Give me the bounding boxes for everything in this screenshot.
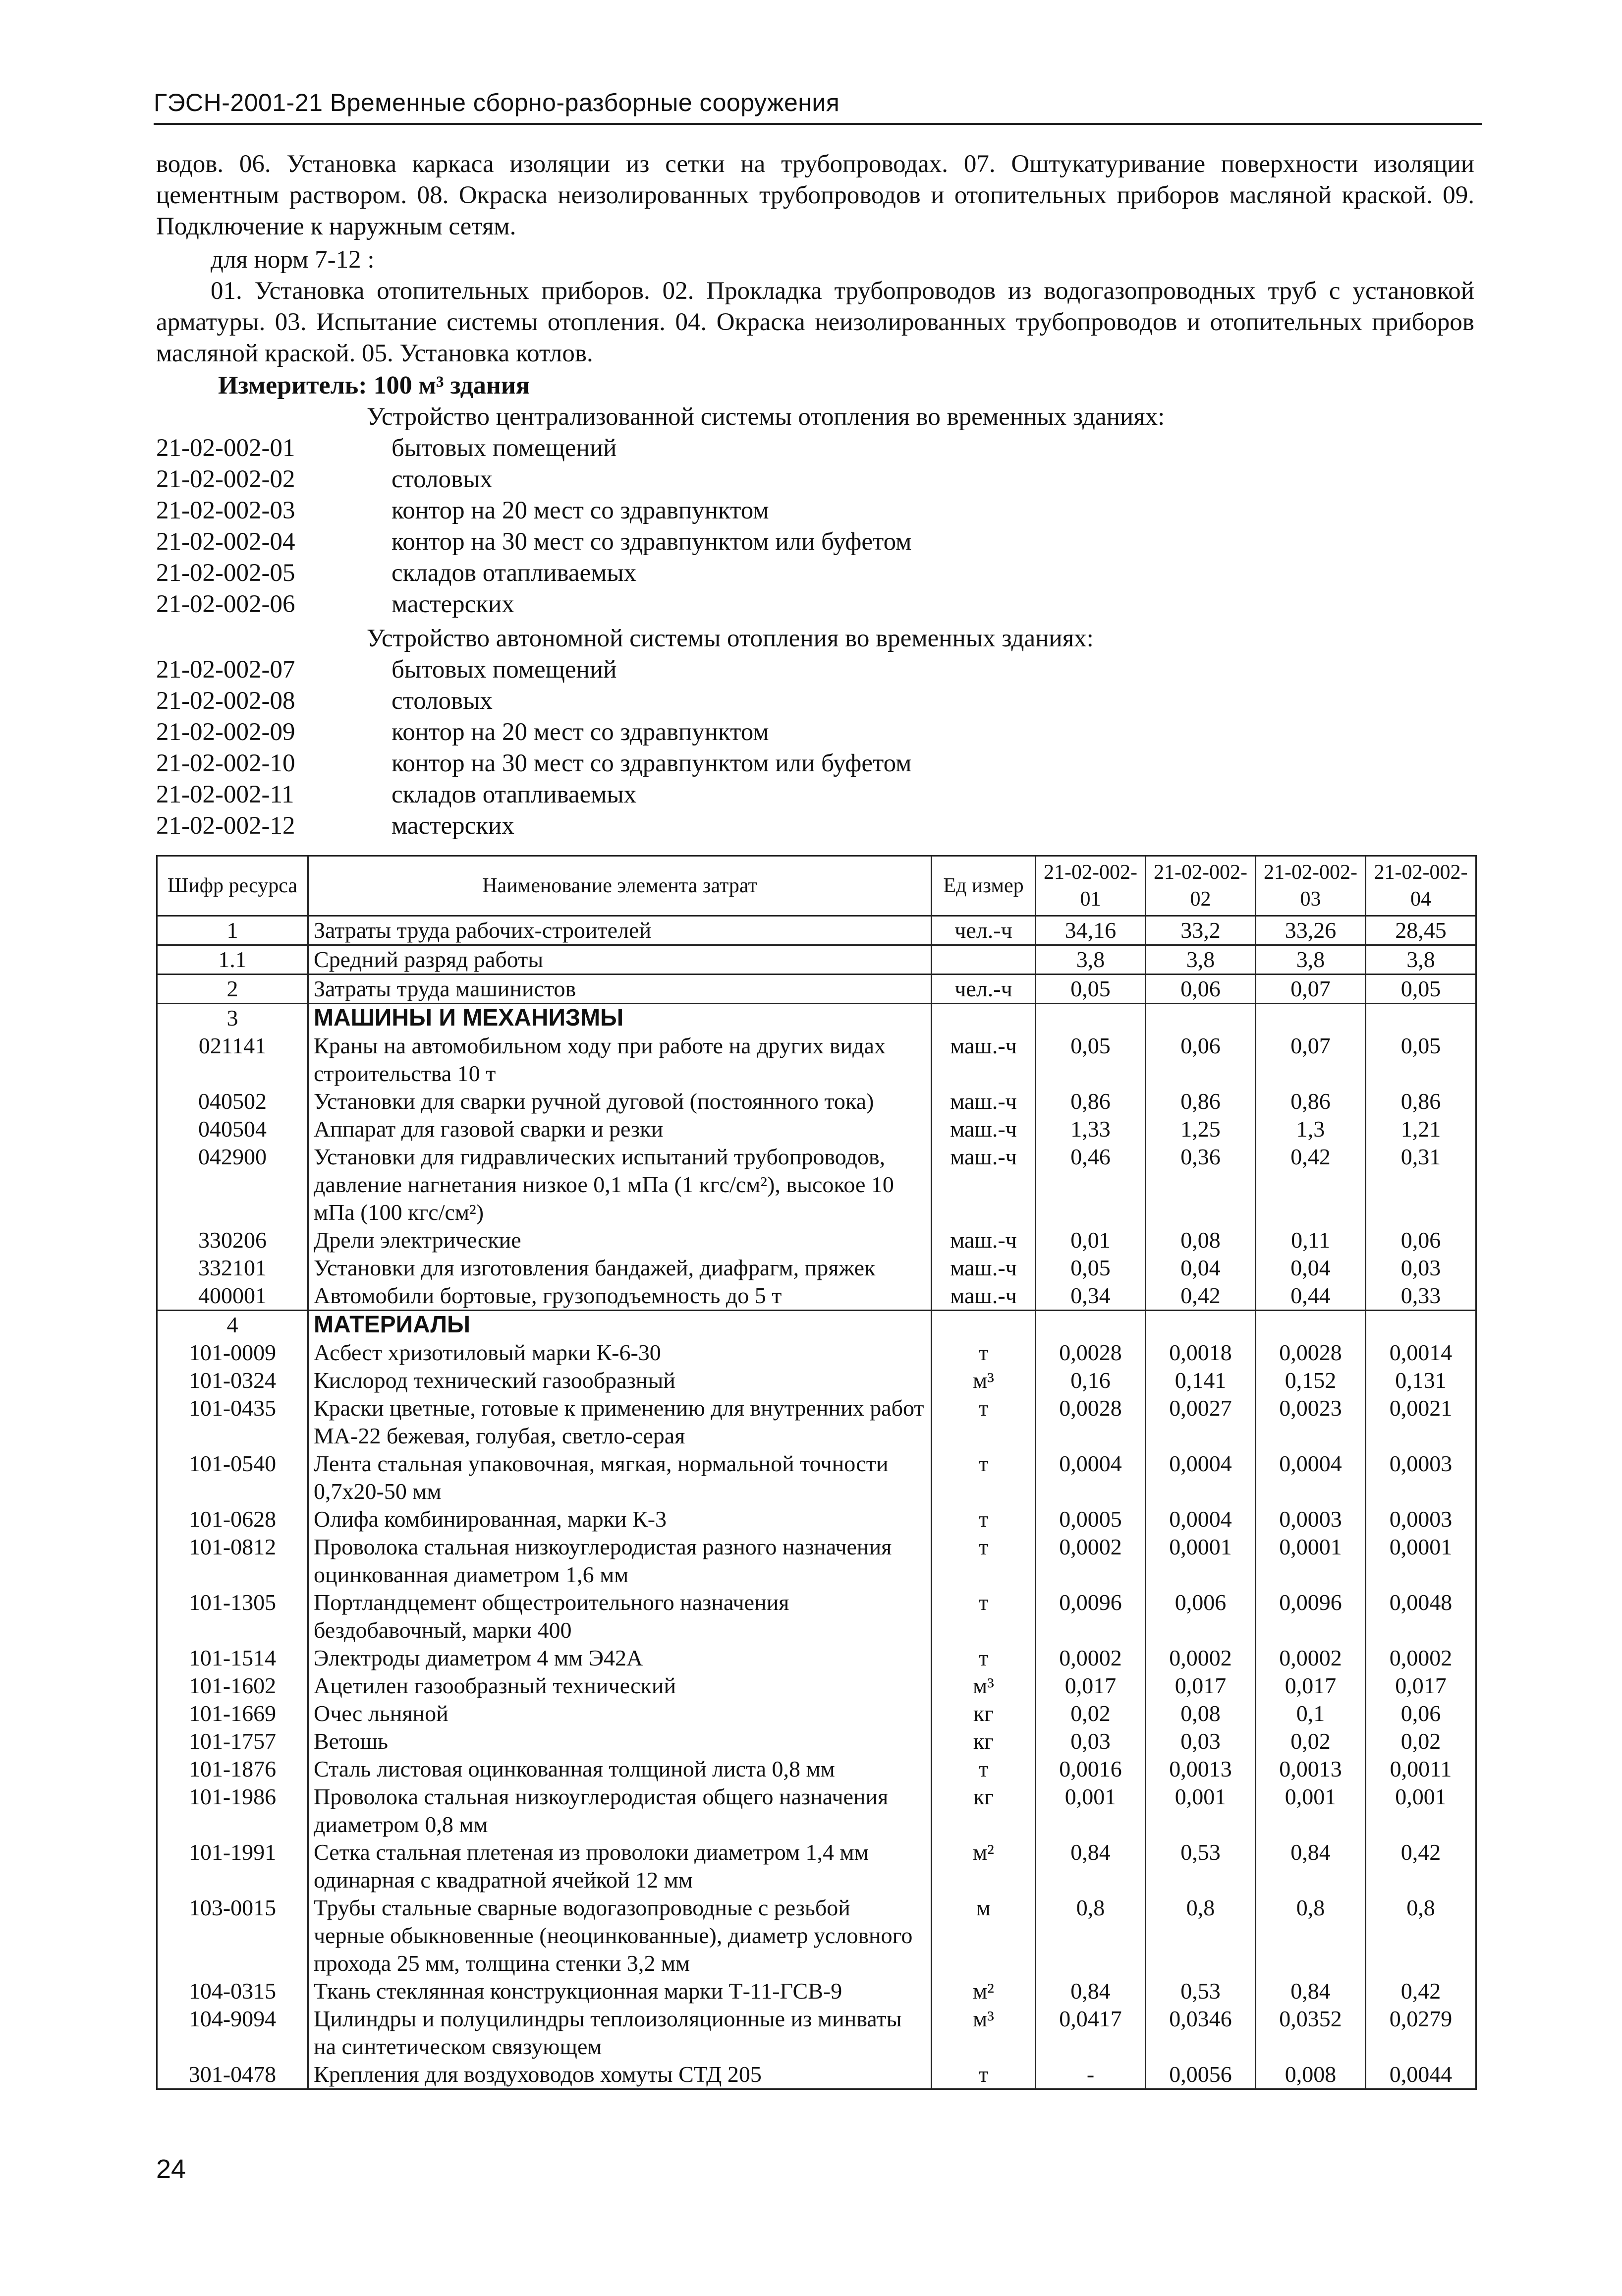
cell-code: 101-1986	[157, 1783, 308, 1838]
intro-paragraph-3: 01. Установка отопительных приборов. 02. Прокладка трубопроводов из водогазопроводных труб с установкой арматуры. 03. Испытание системы отопления. 04. Окраска неизолированных трубопроводов и отопительных приборов масляной краской. 05. Установка котлов.	[156, 277, 1474, 367]
cell-unit: маш.-ч	[932, 1088, 1036, 1115]
norm-code: 21-02-002-07	[156, 656, 295, 684]
cell-value: 0,07	[1256, 975, 1366, 1004]
header-col-02: 21-02-002-02	[1146, 856, 1256, 916]
cell-name: Проволока стальная низкоуглеродистая общего назначения диаметром 0,8 мм	[308, 1783, 932, 1838]
cell-value: 0,0013	[1256, 1755, 1366, 1783]
cell-code: 104-9094	[157, 2005, 308, 2061]
cell-value: 0,8	[1366, 1894, 1476, 1977]
cell-name: Проволока стальная низкоуглеродистая разного назначения оцинкованная диаметром 1,6 мм	[308, 1533, 932, 1589]
cell-value: 0,001	[1366, 1783, 1476, 1838]
cell-value: 0,0013	[1146, 1755, 1256, 1783]
cell-value: 0,0018	[1146, 1339, 1256, 1367]
cell-value: 0,8	[1036, 1894, 1146, 1977]
norm-item	[156, 527, 1445, 559]
cell-code: 301-0478	[157, 2061, 308, 2089]
cell-code: 021141	[157, 1032, 308, 1088]
cell-unit: маш.-ч	[932, 1143, 1036, 1226]
cell-value: 0,07	[1256, 1032, 1366, 1088]
cell-name: Ткань стеклянная конструкционная марки Т-11-ГСВ-9	[308, 1977, 932, 2005]
table-row	[157, 945, 1476, 975]
cell-code: 101-1757	[157, 1727, 308, 1755]
cell-value: 0,05	[1036, 1032, 1146, 1088]
norm-item	[156, 687, 1445, 718]
cell-name: Цилиндры и полуцилиндры теплоизоляционные из минваты на синтетическом связующем	[308, 2005, 932, 2061]
cell-unit: м³	[932, 1367, 1036, 1394]
cell-name: Сталь листовая оцинкованная толщиной листа 0,8 мм	[308, 1755, 932, 1783]
table-row	[157, 1282, 1476, 1311]
cell-value: 0,84	[1036, 1977, 1146, 2005]
table-row	[157, 1254, 1476, 1282]
norm-item	[156, 718, 1445, 749]
norm-item	[156, 749, 1445, 780]
cell-name: Электроды диаметром 4 мм Э42А	[308, 1644, 932, 1672]
table-row	[157, 2061, 1476, 2089]
cell-code: 104-0315	[157, 1977, 308, 2005]
cell-name: Кислород технический газообразный	[308, 1367, 932, 1394]
table-row	[157, 1977, 1476, 2005]
table-row	[157, 1755, 1476, 1783]
cell-value: 0,42	[1146, 1282, 1256, 1311]
table-row	[157, 1339, 1476, 1367]
cell-unit: маш.-ч	[932, 1032, 1036, 1088]
cell-code: 101-1514	[157, 1644, 308, 1672]
cell-name: Краски цветные, готовые к применению для внутренних работ МА-22 бежевая, голубая, светло-серая	[308, 1394, 932, 1450]
cell-unit: маш.-ч	[932, 1115, 1036, 1143]
table-row	[157, 1115, 1476, 1143]
cell-value: 0,0028	[1036, 1339, 1146, 1367]
cell-code: 101-0324	[157, 1367, 308, 1394]
header-unit: Ед измер	[932, 856, 1036, 916]
cell-name: Ветошь	[308, 1727, 932, 1755]
cell-value: 0,0003	[1366, 1450, 1476, 1505]
running-header: ГЭСН-2001-21 Временные сборно-разборные сооружения	[154, 88, 1482, 125]
table-row	[157, 1394, 1476, 1450]
cell-value	[1146, 1004, 1256, 1033]
cell-name: Краны на автомобильном ходу при работе на других видах строительства 10 т	[308, 1032, 932, 1088]
table-row	[157, 1032, 1476, 1088]
cell-value: 0,0003	[1256, 1505, 1366, 1533]
cell-code: 101-1602	[157, 1672, 308, 1700]
cell-value: 0,33	[1366, 1282, 1476, 1311]
norm-description: бытовых помещений	[392, 434, 617, 462]
cell-name: Ацетилен газообразный технический	[308, 1672, 932, 1700]
cell-unit	[932, 945, 1036, 975]
cell-name: Установки для гидравлических испытаний трубопроводов, давление нагнетания низкое 0,1 мПа (1 кгс/см²), высокое 10 мПа (100 кгс/см²)	[308, 1143, 932, 1226]
table-row	[157, 2005, 1476, 2061]
cell-value	[1146, 1311, 1256, 1339]
table-row	[157, 1450, 1476, 1505]
norm-code: 21-02-002-03	[156, 497, 295, 524]
cell-value: 0,42	[1366, 1977, 1476, 2005]
cell-value: 0,02	[1036, 1700, 1146, 1727]
cell-value: 0,08	[1146, 1226, 1256, 1254]
cell-value: 0,0048	[1366, 1589, 1476, 1644]
cell-value: 0,42	[1366, 1838, 1476, 1894]
norm-description: контор на 20 мест со здравпунктом	[392, 497, 769, 524]
cell-code: 101-0009	[157, 1339, 308, 1367]
cell-name: Трубы стальные сварные водогазопроводные с резьбой черные обыкновенные (неоцинкованные), диаметр условного прохода 25 мм, толщина стенки 3,2 мм	[308, 1894, 932, 1977]
cell-value: 0,008	[1256, 2061, 1366, 2089]
cell-code: 3	[157, 1004, 308, 1033]
cell-value: 34,16	[1036, 916, 1146, 945]
cell-value: 0,0001	[1366, 1533, 1476, 1589]
cell-unit: м	[932, 1894, 1036, 1977]
cell-value: 0,017	[1146, 1672, 1256, 1700]
cell-value: 0,84	[1036, 1838, 1146, 1894]
cell-value	[1256, 1004, 1366, 1033]
cell-name: Асбест хризотиловый марки К-6-30	[308, 1339, 932, 1367]
norm-code: 21-02-002-11	[156, 781, 294, 808]
cell-code: 101-0628	[157, 1505, 308, 1533]
cell-value: 0,0352	[1256, 2005, 1366, 2061]
cell-code: 101-1991	[157, 1838, 308, 1894]
table-row	[157, 1533, 1476, 1589]
cell-value: 33,2	[1146, 916, 1256, 945]
cell-code: 400001	[157, 1282, 308, 1311]
intro-paragraph-2: для норм 7-12 :	[211, 246, 375, 274]
cell-value: 0,0417	[1036, 2005, 1146, 2061]
cell-value: 0,0044	[1366, 2061, 1476, 2089]
cell-value: 0,0005	[1036, 1505, 1146, 1533]
table-row	[157, 1727, 1476, 1755]
norm-description: столовых	[392, 465, 493, 493]
table-row	[157, 1644, 1476, 1672]
resource-table	[156, 855, 1477, 2090]
norm-item	[156, 559, 1445, 590]
cell-value: 0,0004	[1256, 1450, 1366, 1505]
cell-value: 28,45	[1366, 916, 1476, 945]
cell-value: 0,0016	[1036, 1755, 1146, 1783]
cell-value: 0,05	[1366, 975, 1476, 1004]
cell-unit: кг	[932, 1727, 1036, 1755]
cell-value: 0,0001	[1146, 1533, 1256, 1589]
cell-unit: маш.-ч	[932, 1254, 1036, 1282]
cell-value: 1,25	[1146, 1115, 1256, 1143]
cell-code: 332101	[157, 1254, 308, 1282]
cell-value: 0,34	[1036, 1282, 1146, 1311]
norm-code: 21-02-002-05	[156, 559, 295, 587]
cell-name: Затраты труда машинистов	[308, 975, 932, 1004]
table-row	[157, 1672, 1476, 1700]
cell-code: 042900	[157, 1143, 308, 1226]
measure-unit: Измеритель: 100 м³ здания	[218, 371, 530, 400]
cell-value: 1,33	[1036, 1115, 1146, 1143]
cell-unit: чел.-ч	[932, 916, 1036, 945]
cell-value: 0,84	[1256, 1977, 1366, 2005]
table-row	[157, 1783, 1476, 1838]
cell-name: МАШИНЫ И МЕХАНИЗМЫ	[308, 1004, 932, 1033]
cell-value: 0,0004	[1146, 1505, 1256, 1533]
cell-value: 0,017	[1036, 1672, 1146, 1700]
cell-value: 0,0002	[1146, 1644, 1256, 1672]
cell-unit: чел.-ч	[932, 975, 1036, 1004]
cell-unit: т	[932, 1755, 1036, 1783]
cell-code: 101-0435	[157, 1394, 308, 1450]
table-row	[157, 1700, 1476, 1727]
cell-value: 0,86	[1146, 1088, 1256, 1115]
norm-item	[156, 590, 1445, 621]
cell-value: 0,02	[1256, 1727, 1366, 1755]
norm-item	[156, 434, 1445, 465]
table-row	[157, 1894, 1476, 1977]
cell-value: 0,02	[1366, 1727, 1476, 1755]
cell-value: 0,84	[1256, 1838, 1366, 1894]
cell-value: 0,8	[1256, 1894, 1366, 1977]
cell-name: Сетка стальная плетеная из проволоки диаметром 1,4 мм одинарная с квадратной ячейкой 12 мм	[308, 1838, 932, 1894]
cell-value: 3,8	[1256, 945, 1366, 975]
cell-name: Олифа комбинированная, марки К-3	[308, 1505, 932, 1533]
cell-name: Затраты труда рабочих-строителей	[308, 916, 932, 945]
cell-unit: т	[932, 1450, 1036, 1505]
cell-code: 101-1305	[157, 1589, 308, 1644]
cell-name: Средний разряд работы	[308, 945, 932, 975]
norm-description: контор на 30 мест со здравпунктом или буфетом	[392, 749, 912, 777]
norm-item	[156, 780, 1445, 811]
table-row	[157, 1589, 1476, 1644]
cell-unit: кг	[932, 1700, 1036, 1727]
norm-code: 21-02-002-01	[156, 434, 295, 462]
norm-description: бытовых помещений	[392, 656, 617, 684]
cell-unit: м²	[932, 1977, 1036, 2005]
cell-value	[1366, 1004, 1476, 1033]
cell-unit: т	[932, 1394, 1036, 1450]
cell-code: 1	[157, 916, 308, 945]
cell-value: 0,86	[1366, 1088, 1476, 1115]
norm-item	[156, 655, 1445, 687]
cell-value: 0,0002	[1036, 1644, 1146, 1672]
norm-code: 21-02-002-04	[156, 528, 295, 556]
cell-value: 0,0004	[1146, 1450, 1256, 1505]
norm-code: 21-02-002-12	[156, 812, 295, 840]
cell-value: 0,0096	[1036, 1589, 1146, 1644]
cell-value: 0,0096	[1256, 1589, 1366, 1644]
cell-unit: маш.-ч	[932, 1282, 1036, 1311]
cell-value: 0,86	[1036, 1088, 1146, 1115]
cell-code: 040504	[157, 1115, 308, 1143]
cell-value: 0,0056	[1146, 2061, 1256, 2089]
cell-value: 0,0021	[1366, 1394, 1476, 1450]
norm-description: складов отапливаемых	[392, 559, 637, 587]
header-col-01: 21-02-002-01	[1036, 856, 1146, 916]
table-header-row	[157, 856, 1476, 916]
cell-value: 0,05	[1036, 975, 1146, 1004]
cell-code: 101-0540	[157, 1450, 308, 1505]
cell-unit: т	[932, 1505, 1036, 1533]
norm-description: контор на 20 мест со здравпунктом	[392, 718, 769, 746]
table-row	[157, 1838, 1476, 1894]
cell-value: 0,0003	[1366, 1505, 1476, 1533]
cell-value: 0,05	[1036, 1254, 1146, 1282]
cell-value: 0,01	[1036, 1226, 1146, 1254]
norm-code: 21-02-002-06	[156, 590, 295, 618]
norm-code: 21-02-002-08	[156, 687, 295, 715]
cell-value	[1256, 1311, 1366, 1339]
page-number: 24	[156, 2154, 186, 2184]
cell-value: 0,001	[1256, 1783, 1366, 1838]
norm-item	[156, 811, 1445, 843]
cell-value: 0,53	[1146, 1977, 1256, 2005]
cell-code: 330206	[157, 1226, 308, 1254]
header-col-04: 21-02-002-04	[1366, 856, 1476, 916]
cell-value: 0,0279	[1366, 2005, 1476, 2061]
cell-name: Установки для изготовления бандажей, диафрагм, пряжек	[308, 1254, 932, 1282]
cell-value: 0,152	[1256, 1367, 1366, 1394]
cell-value	[1036, 1311, 1146, 1339]
cell-unit: м³	[932, 1672, 1036, 1700]
cell-value: 0,46	[1036, 1143, 1146, 1226]
cell-name: Дрели электрические	[308, 1226, 932, 1254]
cell-name: Очес льняной	[308, 1700, 932, 1727]
cell-value: 0,0004	[1036, 1450, 1146, 1505]
cell-name: Крепления для воздуховодов хомуты СТД 205	[308, 2061, 932, 2089]
norm-description: мастерских	[392, 590, 514, 618]
cell-code: 101-0812	[157, 1533, 308, 1589]
cell-code: 2	[157, 975, 308, 1004]
cell-value: 0,31	[1366, 1143, 1476, 1226]
cell-code: 040502	[157, 1088, 308, 1115]
cell-value: 0,1	[1256, 1700, 1366, 1727]
cell-unit: м³	[932, 2005, 1036, 2061]
cell-value: 1,3	[1256, 1115, 1366, 1143]
norm-description: контор на 30 мест со здравпунктом или буфетом	[392, 528, 912, 556]
cell-value: 3,8	[1036, 945, 1146, 975]
header-col-03: 21-02-002-03	[1256, 856, 1366, 916]
cell-value: 0,0002	[1256, 1644, 1366, 1672]
header-name: Наименование элемента затрат	[308, 856, 932, 916]
cell-value: 3,8	[1366, 945, 1476, 975]
cell-unit: м²	[932, 1838, 1036, 1894]
cell-name: МАТЕРИАЛЫ	[308, 1311, 932, 1339]
cell-value: 0,8	[1146, 1894, 1256, 1977]
cell-value: 0,53	[1146, 1838, 1256, 1894]
table-row	[157, 1505, 1476, 1533]
cell-value: 0,08	[1146, 1700, 1256, 1727]
cell-name: Лента стальная упаковочная, мягкая, нормальной точности 0,7х20-50 мм	[308, 1450, 932, 1505]
cell-value: 0,04	[1146, 1254, 1256, 1282]
header-code: Шифр ресурса	[157, 856, 308, 916]
cell-value: 0,141	[1146, 1367, 1256, 1394]
table-row	[157, 1226, 1476, 1254]
cell-unit: кг	[932, 1783, 1036, 1838]
cell-value: 0,0346	[1146, 2005, 1256, 2061]
cell-value: 0,0001	[1256, 1533, 1366, 1589]
norm-item	[156, 496, 1445, 527]
table-row	[157, 1367, 1476, 1394]
cell-value: 0,0002	[1366, 1644, 1476, 1672]
cell-code: 1.1	[157, 945, 308, 975]
table-row	[157, 1143, 1476, 1226]
cell-name: Аппарат для газовой сварки и резки	[308, 1115, 932, 1143]
cell-code: 101-1876	[157, 1755, 308, 1783]
cell-value: 0,0028	[1036, 1394, 1146, 1450]
cell-value: 0,001	[1146, 1783, 1256, 1838]
norm-description: складов отапливаемых	[392, 781, 637, 808]
cell-value: 0,0027	[1146, 1394, 1256, 1450]
cell-unit: т	[932, 1589, 1036, 1644]
cell-value: 0,03	[1036, 1727, 1146, 1755]
cell-value: 0,42	[1256, 1143, 1366, 1226]
cell-name: Автомобили бортовые, грузоподъемность до 5 т	[308, 1282, 932, 1311]
cell-unit	[932, 1004, 1036, 1033]
cell-unit: т	[932, 1533, 1036, 1589]
cell-value	[1366, 1311, 1476, 1339]
cell-unit: т	[932, 1644, 1036, 1672]
cell-value: 0,03	[1146, 1727, 1256, 1755]
cell-unit: т	[932, 1339, 1036, 1367]
cell-value: 0,11	[1256, 1226, 1366, 1254]
cell-value: 1,21	[1366, 1115, 1476, 1143]
table-row	[157, 1088, 1476, 1115]
norm-description: столовых	[392, 687, 493, 715]
cell-unit	[932, 1311, 1036, 1339]
cell-value: 0,06	[1146, 975, 1256, 1004]
cell-value: 0,001	[1036, 1783, 1146, 1838]
cell-value: 0,16	[1036, 1367, 1146, 1394]
cell-value: 0,86	[1256, 1088, 1366, 1115]
cell-name: Портландцемент общестроительного назначения бездобавочный, марки 400	[308, 1589, 932, 1644]
cell-value: 3,8	[1146, 945, 1256, 975]
cell-value: 0,06	[1146, 1032, 1256, 1088]
cell-code: 103-0015	[157, 1894, 308, 1977]
cell-value: 0,131	[1366, 1367, 1476, 1394]
cell-value: 0,0023	[1256, 1394, 1366, 1450]
cell-code: 4	[157, 1311, 308, 1339]
cell-unit: т	[932, 2061, 1036, 2089]
cell-value: 0,05	[1366, 1032, 1476, 1088]
intro-paragraph-1: водов. 06. Установка каркаса изоляции из сетки на трубопроводах. 07. Оштукатуривание поверхности изоляции цементным раствором. 08. Окраска неизолированных трубопроводов и отопительных приборов масляной краской. 09. Подключение к наружным сетям.	[156, 150, 1474, 240]
section-row	[157, 1311, 1476, 1339]
table-row	[157, 975, 1476, 1004]
cell-value: 0,06	[1366, 1700, 1476, 1727]
cell-value: 0,0011	[1366, 1755, 1476, 1783]
cell-value: 0,06	[1366, 1226, 1476, 1254]
cell-value: 0,0014	[1366, 1339, 1476, 1367]
cell-value: -	[1036, 2061, 1146, 2089]
norm-description: мастерских	[392, 812, 514, 840]
cell-value: 0,006	[1146, 1589, 1256, 1644]
cell-value: 0,03	[1366, 1254, 1476, 1282]
norm-code: 21-02-002-09	[156, 718, 295, 746]
cell-value: 0,36	[1146, 1143, 1256, 1226]
table-row	[157, 916, 1476, 945]
norm-code: 21-02-002-02	[156, 465, 295, 493]
section-row	[157, 1004, 1476, 1033]
cell-code: 101-1669	[157, 1700, 308, 1727]
cell-value: 33,26	[1256, 916, 1366, 945]
cell-value: 0,0002	[1036, 1533, 1146, 1589]
cell-value: 0,44	[1256, 1282, 1366, 1311]
group-title-central: Устройство централизованной системы отопления во временных зданиях:	[367, 403, 1165, 431]
cell-name: Установки для сварки ручной дуговой (постоянного тока)	[308, 1088, 932, 1115]
norm-item	[156, 465, 1445, 496]
cell-value: 0,017	[1256, 1672, 1366, 1700]
cell-unit: маш.-ч	[932, 1226, 1036, 1254]
cell-value	[1036, 1004, 1146, 1033]
cell-value: 0,017	[1366, 1672, 1476, 1700]
group-title-autonomous: Устройство автономной системы отопления во временных зданиях:	[367, 625, 1094, 652]
norm-code: 21-02-002-10	[156, 749, 295, 777]
cell-value: 0,0028	[1256, 1339, 1366, 1367]
cell-value: 0,04	[1256, 1254, 1366, 1282]
